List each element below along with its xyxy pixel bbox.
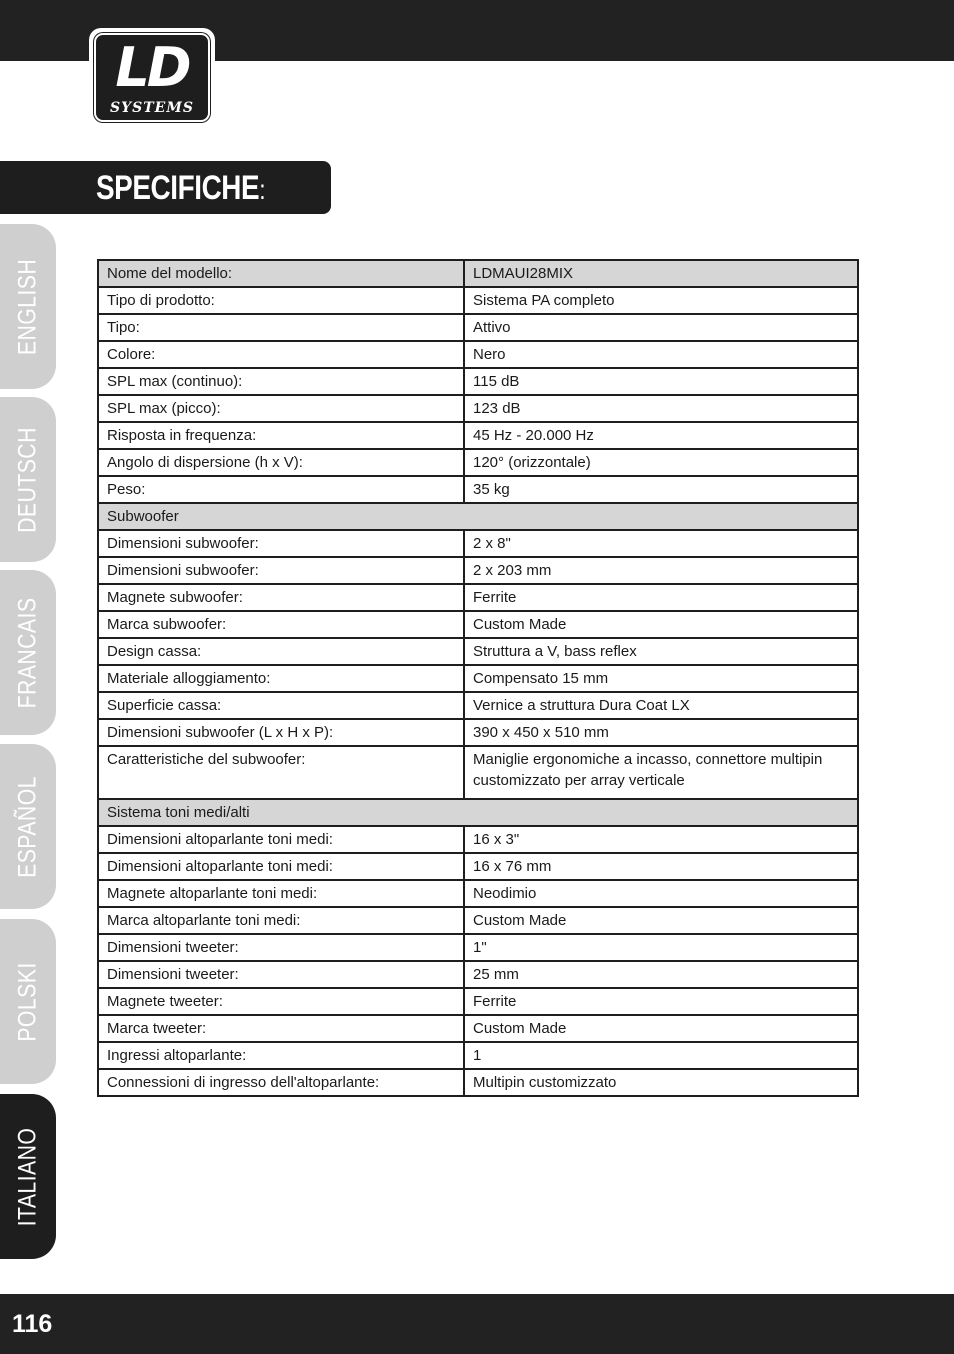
table-row xyxy=(98,1069,858,1096)
table-row xyxy=(98,692,858,719)
tab-espanol[interactable] xyxy=(0,744,56,909)
tab-english[interactable] xyxy=(0,224,56,389)
tab-label-italiano: ITALIANO xyxy=(13,1127,42,1226)
table-row-subwoofer-features xyxy=(98,746,858,799)
table-row xyxy=(98,341,858,368)
table-row xyxy=(98,422,858,449)
spec-value: Vernice a struttura Dura Coat LX xyxy=(464,692,858,719)
spec-label: Connessioni di ingresso dell'altoparlante: xyxy=(98,1069,464,1096)
tab-label-polski: POLSKI xyxy=(13,961,42,1042)
spec-label: Dimensioni altoparlante toni medi: xyxy=(98,853,464,880)
table-row xyxy=(98,368,858,395)
spec-label: Dimensioni subwoofer: xyxy=(98,557,464,584)
spec-value: Sistema PA completo xyxy=(464,287,858,314)
table-section-subwoofer xyxy=(98,503,858,530)
spec-value: 115 dB xyxy=(464,368,858,395)
table-row xyxy=(98,826,858,853)
bottom-bar xyxy=(0,1294,954,1354)
section-heading: Sistema toni medi/alti xyxy=(98,799,858,826)
table-row xyxy=(98,638,858,665)
table-row-model-name xyxy=(98,260,858,287)
spec-label: Magnete altoparlante toni medi: xyxy=(98,880,464,907)
spec-label: Peso: xyxy=(98,476,464,503)
section-heading: Subwoofer xyxy=(98,503,858,530)
spec-value: 16 x 3" xyxy=(464,826,858,853)
spec-value: 25 mm xyxy=(464,961,858,988)
spec-value: 16 x 76 mm xyxy=(464,853,858,880)
spec-label: Superficie cassa: xyxy=(98,692,464,719)
table-row xyxy=(98,557,858,584)
tab-label-deutsch: DEUTSCH xyxy=(13,426,42,533)
tab-label-espanol: ESPAÑOL xyxy=(13,775,42,878)
spec-value: Neodimio xyxy=(464,880,858,907)
table-row xyxy=(98,584,858,611)
spec-label: Materiale alloggiamento: xyxy=(98,665,464,692)
spec-label: Caratteristiche del subwoofer: xyxy=(98,746,464,799)
tab-label-francais: FRANCAIS xyxy=(13,597,42,708)
spec-value: Struttura a V, bass reflex xyxy=(464,638,858,665)
logo-badge xyxy=(94,33,210,122)
table-row xyxy=(98,611,858,638)
spec-value-line: Maniglie ergonomiche a incasso, connettore multipin xyxy=(473,751,823,768)
spec-value: 2 x 203 mm xyxy=(464,557,858,584)
spec-label: Risposta in frequenza: xyxy=(98,422,464,449)
spec-value: Custom Made xyxy=(464,611,858,638)
tab-deutsch[interactable] xyxy=(0,397,56,562)
tab-label-english: ENGLISH xyxy=(13,258,42,355)
table-row xyxy=(98,719,858,746)
spec-label: Tipo di prodotto: xyxy=(98,287,464,314)
tab-francais[interactable] xyxy=(0,570,56,735)
table-row xyxy=(98,476,858,503)
spec-label: SPL max (continuo): xyxy=(98,368,464,395)
table-row xyxy=(98,665,858,692)
tab-italiano[interactable] xyxy=(0,1094,56,1259)
table-row xyxy=(98,449,858,476)
spec-label: Nome del modello: xyxy=(98,260,464,287)
spec-label: Dimensioni tweeter: xyxy=(98,961,464,988)
spec-value: 120° (orizzontale) xyxy=(464,449,858,476)
table-row xyxy=(98,880,858,907)
spec-label: Dimensioni altoparlante toni medi: xyxy=(98,826,464,853)
spec-value: 1 xyxy=(464,1042,858,1069)
spec-value: 35 kg xyxy=(464,476,858,503)
spec-value: Attivo xyxy=(464,314,858,341)
spec-value: Ferrite xyxy=(464,584,858,611)
spec-value: 390 x 450 x 510 mm xyxy=(464,719,858,746)
tab-polski[interactable] xyxy=(0,919,56,1084)
table-row xyxy=(98,907,858,934)
spec-label: Magnete subwoofer: xyxy=(98,584,464,611)
spec-value: 45 Hz - 20.000 Hz xyxy=(464,422,858,449)
spec-value: Compensato 15 mm xyxy=(464,665,858,692)
page-title-text: SPECIFICHE xyxy=(96,169,260,207)
spec-label: Dimensioni subwoofer: xyxy=(98,530,464,557)
spec-value: Multipin customizzato xyxy=(464,1069,858,1096)
logo-systems-text: SYSTEMS xyxy=(110,100,194,116)
table-row xyxy=(98,314,858,341)
spec-label: Magnete tweeter: xyxy=(98,988,464,1015)
table-row xyxy=(98,934,858,961)
table-row xyxy=(98,988,858,1015)
spec-value-line: customizzato per array verticale xyxy=(473,772,685,789)
page-title-colon: : xyxy=(259,174,266,205)
table-row xyxy=(98,287,858,314)
page-title xyxy=(96,168,265,210)
spec-value: Nero xyxy=(464,341,858,368)
spec-label: Tipo: xyxy=(98,314,464,341)
logo-ld-text: LD xyxy=(115,36,189,99)
spec-label: Colore: xyxy=(98,341,464,368)
spec-value: Ferrite xyxy=(464,988,858,1015)
specifications-table xyxy=(97,259,859,1097)
spec-value: 1" xyxy=(464,934,858,961)
spec-label: Ingressi altoparlante: xyxy=(98,1042,464,1069)
table-row xyxy=(98,1042,858,1069)
table-row xyxy=(98,961,858,988)
spec-value: Custom Made xyxy=(464,1015,858,1042)
spec-value: 2 x 8" xyxy=(464,530,858,557)
spec-label: Marca tweeter: xyxy=(98,1015,464,1042)
spec-label: Marca altoparlante toni medi: xyxy=(98,907,464,934)
ld-systems-logo xyxy=(89,28,215,127)
table-row xyxy=(98,853,858,880)
spec-label: Dimensioni subwoofer (L x H x P): xyxy=(98,719,464,746)
spec-label: Design cassa: xyxy=(98,638,464,665)
spec-label: Marca subwoofer: xyxy=(98,611,464,638)
table-row xyxy=(98,530,858,557)
spec-value xyxy=(464,746,858,799)
spec-label: Dimensioni tweeter: xyxy=(98,934,464,961)
table-section-mid-high xyxy=(98,799,858,826)
page-number: 116 xyxy=(12,1310,53,1338)
section-title-bar xyxy=(0,161,331,214)
table-row xyxy=(98,1015,858,1042)
table-row xyxy=(98,395,858,422)
spec-label: SPL max (picco): xyxy=(98,395,464,422)
spec-label: Angolo di dispersione (h x V): xyxy=(98,449,464,476)
spec-value: Custom Made xyxy=(464,907,858,934)
spec-value: 123 dB xyxy=(464,395,858,422)
spec-value: LDMAUI28MIX xyxy=(464,260,858,287)
